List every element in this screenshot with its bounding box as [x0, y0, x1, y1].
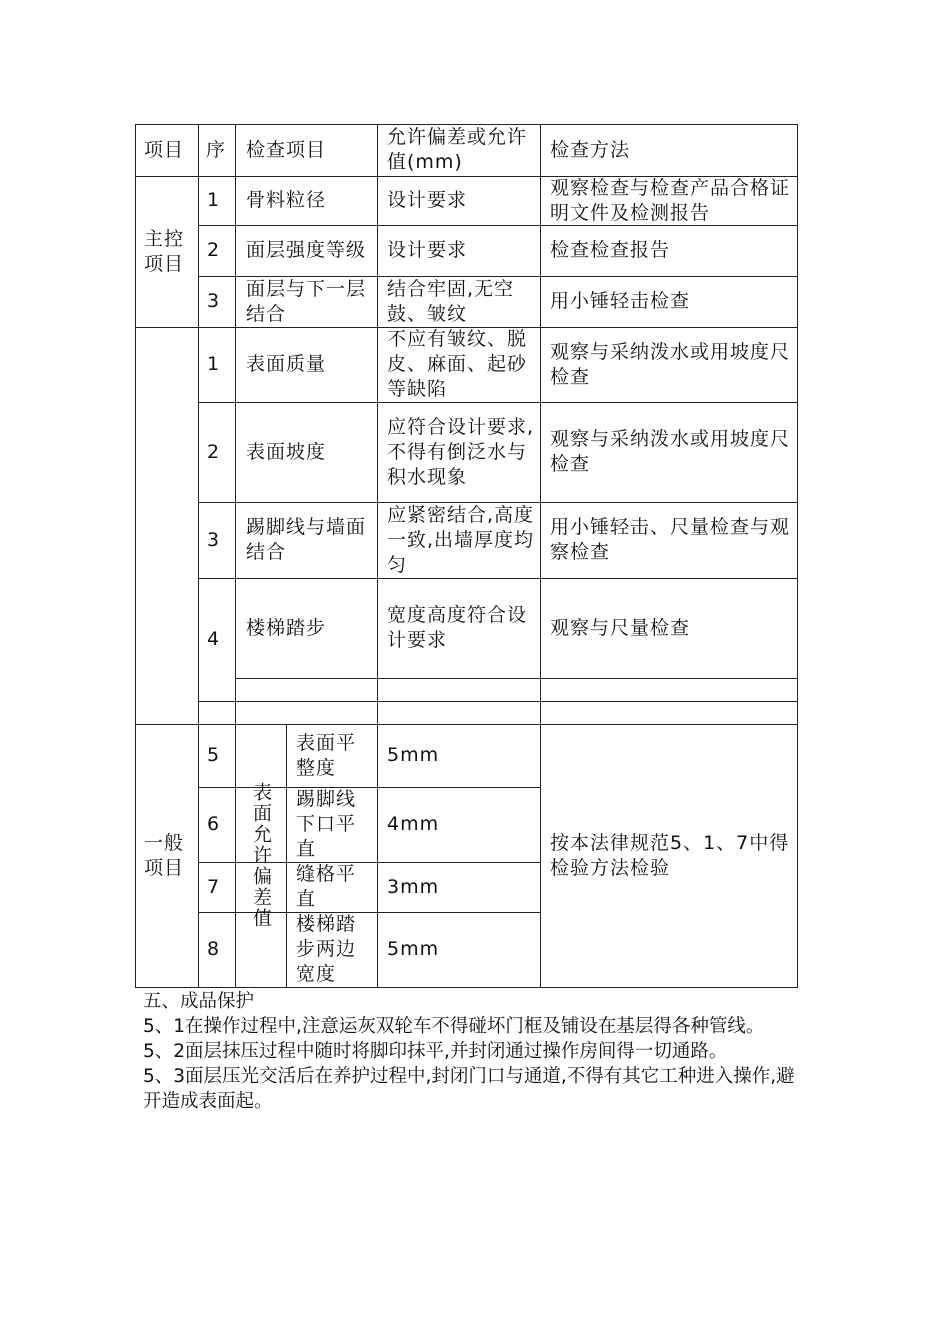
allow-cell: 宽度高度符合设计要求 [387, 604, 528, 651]
allow-cell: 设计要求 [387, 189, 468, 211]
paragraph: 5、3面层压光交活后在养护过程中,封闭门口与通道,不得有其它工种进入操作,避开造成表面起。 [143, 1066, 795, 1112]
seq-cell: 6 [207, 813, 221, 835]
group-surface-deviation: 表面允许偏差值 [250, 782, 272, 929]
paragraph: 5、1在操作过程中,注意运灰双轮车不得碰坏门框及铺设在基层得各种管线。 5、2面层抹压过程中随时将脚印抹平,并封闭通过操作房间得一切通路。 [143, 1016, 788, 1062]
seq-cell: 2 [207, 239, 221, 261]
method-cell: 观察与采纳泼水或用坡度尺检查 [550, 428, 791, 475]
allow-cell: 4mm [387, 813, 440, 835]
allow-cell: 不应有皱纹、脱皮、麻面、起砂等缺陷 [387, 328, 528, 400]
allow-cell: 5mm [387, 938, 440, 960]
group-general: 一般项目 [144, 831, 185, 879]
check-cell: 表面坡度 [246, 440, 327, 463]
method-cell: 按本法律规范5、1、7中得检验方法检验 [550, 831, 790, 879]
seq-cell: 7 [207, 875, 221, 898]
header-allow: 允许偏差或允许值(mm) [387, 126, 528, 173]
method-cell: 用小锤轻击检查 [550, 290, 691, 312]
check-cell: 缝格平直 [296, 863, 357, 910]
check-cell: 踢脚线与墙面结合 [246, 516, 367, 563]
allow-cell: 3mm [387, 875, 440, 898]
check-cell: 面层强度等级 [246, 239, 367, 261]
method-cell: 用小锤轻击、尺量检查与观察检查 [550, 516, 791, 563]
allow-cell: 5mm [387, 744, 440, 766]
section-product-protection [143, 989, 808, 1114]
allow-cell: 应紧密结合,高度一致,出墙厚度均匀 [387, 503, 535, 576]
seq-cell: 4 [207, 628, 221, 650]
method-cell: 观察与尺量检查 [550, 616, 691, 639]
allow-cell: 设计要求 [387, 239, 468, 261]
check-cell: 面层与下一层结合 [246, 277, 367, 325]
seq-cell: 1 [207, 189, 221, 211]
seq-cell: 3 [207, 290, 221, 312]
check-cell: 楼梯踏步 [246, 616, 327, 639]
header-seq: 序 [206, 138, 227, 161]
check-cell: 踢脚线下口平直 [296, 788, 357, 860]
header-check: 检查项目 [246, 138, 327, 161]
check-cell: 表面平整度 [296, 731, 357, 779]
seq-cell: 5 [207, 744, 221, 766]
seq-cell: 1 [207, 353, 221, 375]
section-title: 五、成品保护 [143, 991, 255, 1012]
seq-cell: 8 [207, 938, 221, 960]
header-item: 项目 [144, 138, 185, 161]
allow-cell: 结合牢固,无空鼓、皱纹 [387, 277, 515, 325]
check-cell: 楼梯踏步两边宽度 [296, 913, 357, 985]
seq-cell: 2 [207, 440, 221, 463]
method-cell: 观察与采纳泼水或用坡度尺检查 [550, 340, 791, 388]
header-method: 检查方法 [550, 138, 631, 161]
method-cell: 观察检查与检查产品合格证明文件及检测报告 [550, 176, 791, 224]
check-cell: 骨料粒径 [246, 189, 327, 211]
method-cell: 检查检查报告 [550, 239, 671, 261]
check-cell: 表面质量 [246, 353, 327, 375]
group-main-control: 主控项目 [144, 227, 185, 275]
allow-cell: 应符合设计要求,不得有倒泛水与 积水现象 [387, 415, 535, 488]
seq-cell: 3 [207, 528, 221, 551]
